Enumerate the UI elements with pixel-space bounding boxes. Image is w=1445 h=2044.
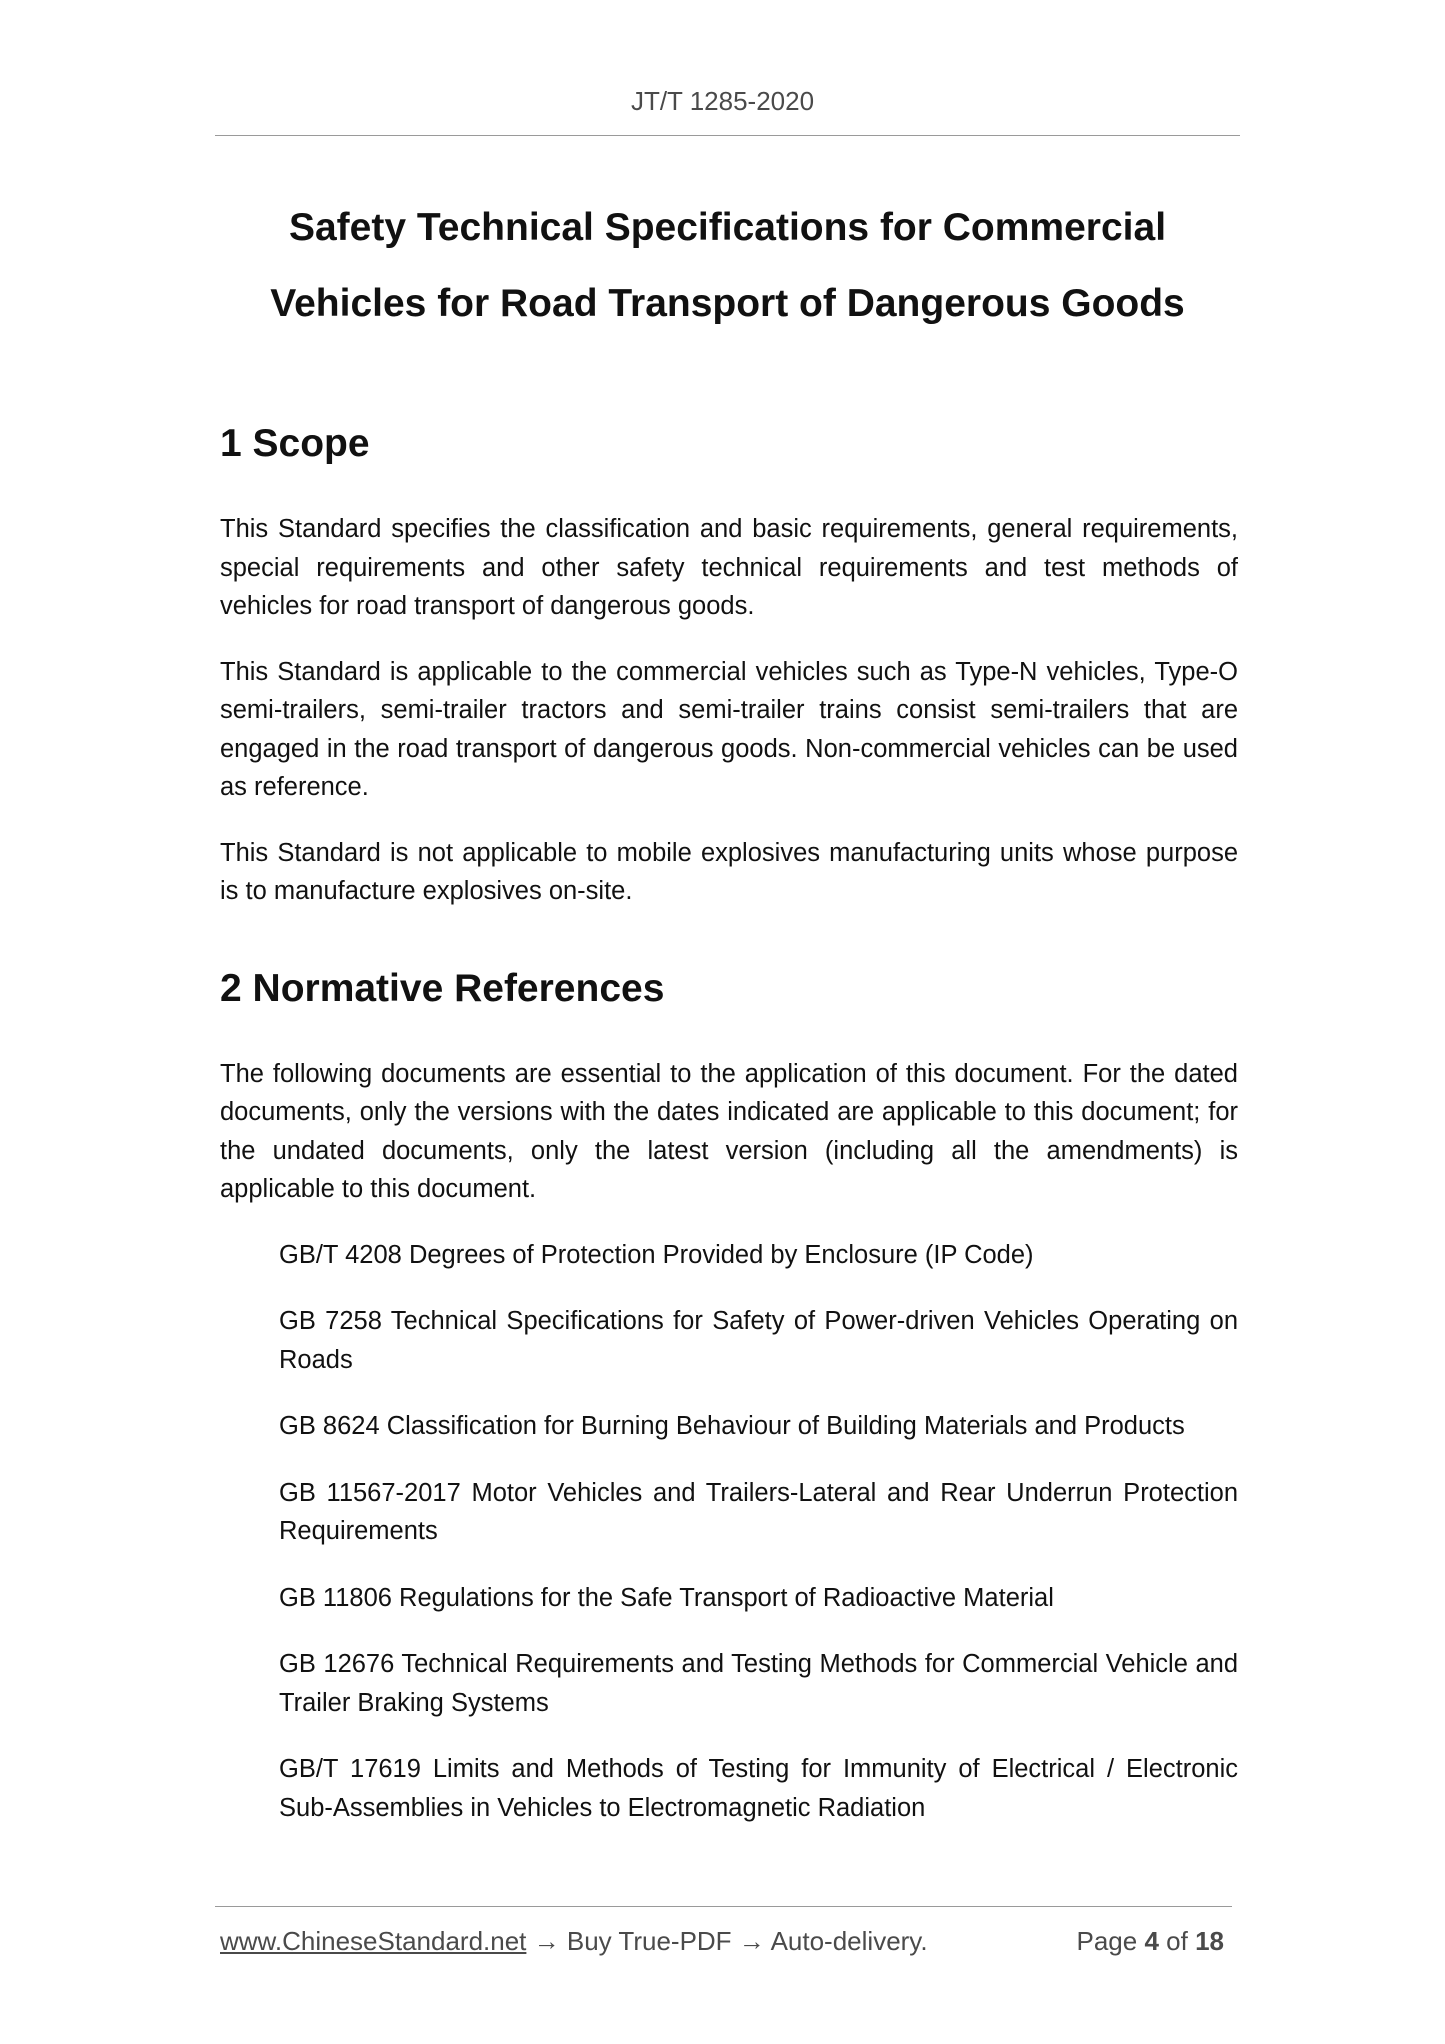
- reference-item: GB/T 4208 Degrees of Protection Provided by Enclosure (IP Code): [279, 1240, 1034, 1269]
- website-link[interactable]: www.ChineseStandard.net: [220, 1926, 527, 1956]
- reference-item: GB 7258 Technical Specifications for Safety of Power-driven Vehicles Operating on Roads: [279, 1307, 1238, 1374]
- references-intro: The following documents are essential to the application of this document. For the dated documents, only the versions with the dates indicated are applicable to this document; for the undated documents, only the latest version (including all the amendments) is applicable to this document.: [220, 1059, 1238, 1203]
- scope-paragraph-3: This Standard is not applicable to mobile explosives manufacturing units whose purpose is to manufacture explosives on-site.: [220, 838, 1238, 905]
- title-line-2: Vehicles for Road Transport of Dangerous Goods: [270, 282, 1185, 325]
- title-line-1: Safety Technical Specifications for Commercial: [288, 206, 1167, 249]
- footer-divider: [215, 1906, 1232, 1907]
- page-indicator: [1076, 1926, 1232, 1957]
- reference-item: GB 12676 Technical Requirements and Testing Methods for Commercial Vehicle and Trailer Braking Systems: [279, 1650, 1238, 1717]
- footer-tagline: → Buy True-PDF → Auto-delivery.: [526, 1926, 928, 1956]
- page-current: 4: [1144, 1926, 1159, 1956]
- reference-list: [279, 1236, 1238, 1828]
- scope-paragraph-2: This Standard is applicable to the commercial vehicles such as Type-N vehicles, Type-O semi-trailers, semi-trailer tractors and semi-trailer trains consist semi-trailers that are engaged in the road transport of dangerous goods. Non-commercial vehicles can be used as reference.: [220, 657, 1238, 801]
- reference-item: GB/T 17619 Limits and Methods of Testing for Immunity of Electrical / Electronic Sub-Assemblies in Vehicles to Electromagnetic Radiation: [279, 1755, 1238, 1822]
- section-heading-normative-references: 2 Normative References: [220, 966, 665, 1010]
- scope-paragraph-1: This Standard specifies the classification and basic requirements, general requirements, special requirements and other safety technical requirements and test methods of vehicles for road transport of dangerous goods.: [220, 515, 1238, 620]
- page-footer: [220, 1926, 1232, 1957]
- reference-item: GB 11806 Regulations for the Safe Transport of Radioactive Material: [279, 1583, 1054, 1612]
- page-total: 18: [1195, 1926, 1224, 1956]
- footer-promo: [220, 1926, 928, 1957]
- section-heading-scope: 1 Scope: [220, 422, 370, 465]
- document-body: [220, 420, 1238, 1855]
- document-code: JT/T 1285-2020: [630, 86, 815, 116]
- reference-item: GB 8624 Classification for Burning Behaviour of Building Materials and Products: [279, 1412, 1185, 1440]
- page-label: Page: [1076, 1926, 1138, 1956]
- page-of-label: of: [1166, 1926, 1188, 1956]
- document-title: [215, 190, 1240, 342]
- reference-item: GB 11567-2017 Motor Vehicles and Trailers-Lateral and Rear Underrun Protection Requirements: [279, 1478, 1238, 1545]
- header-divider: [215, 135, 1240, 136]
